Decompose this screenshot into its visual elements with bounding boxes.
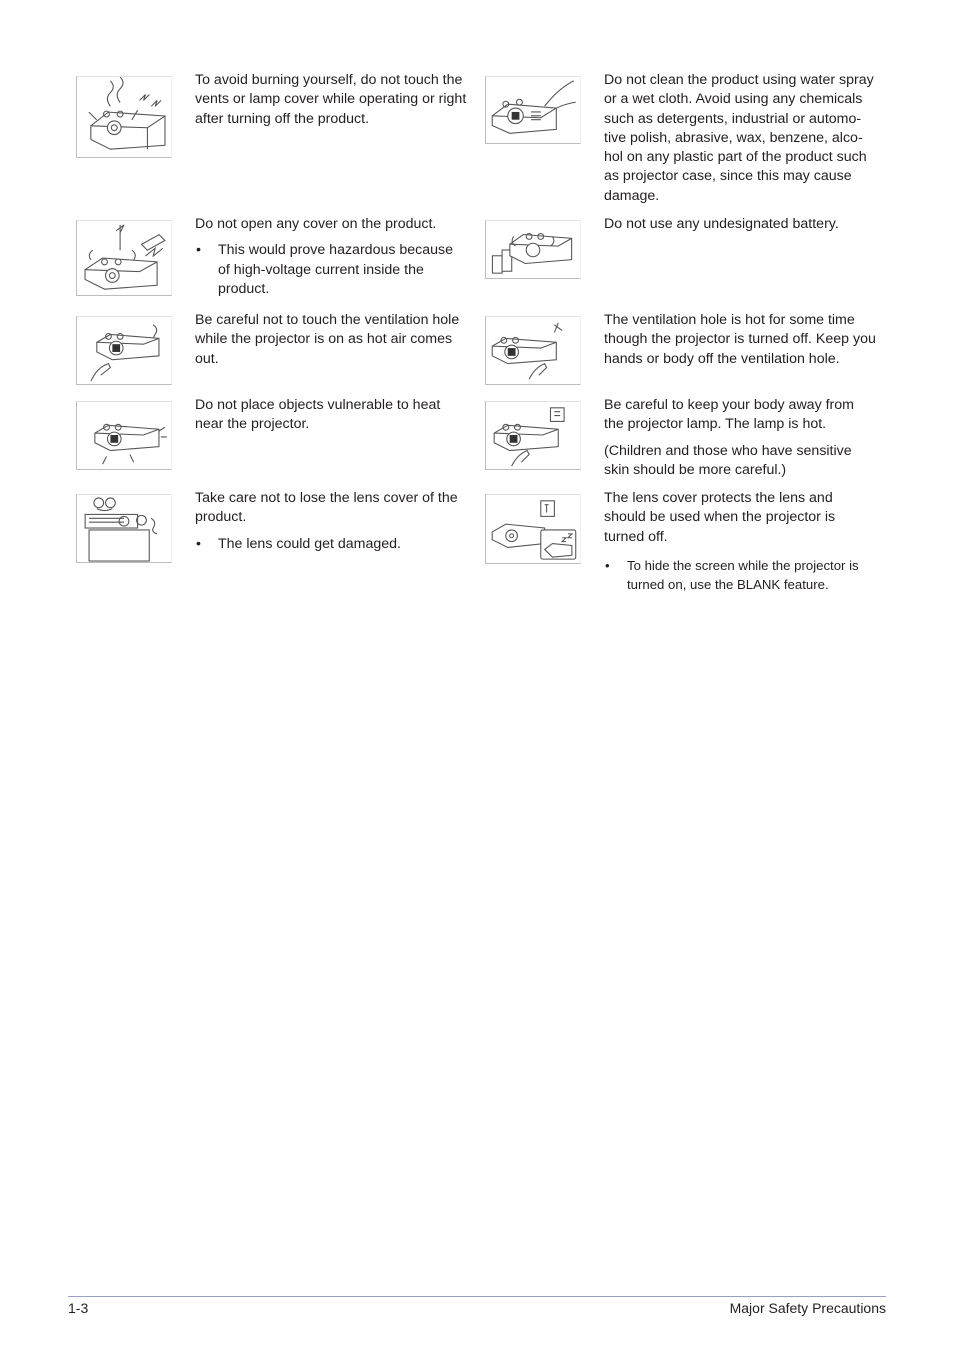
- precaution-text: [195, 215, 467, 306]
- precaution-text: [195, 71, 467, 136]
- vent-hot-after-off-icon: [485, 316, 581, 385]
- precaution-paragraph: Do not clean the product using water spray or a wet cloth. Avoid using any chemicals such as detergents, industrial or automo-tive polish, abrasive, wax, benzene, alco-hol on any plastic part of the product such as projector case, since this may cause damage.: [604, 72, 874, 204]
- open-cover-icon: [76, 220, 172, 296]
- lens-cover-lost-icon: [76, 494, 172, 563]
- precaution-bullet: • To hide the screen while the projector is turned on, use the BLANK feature.: [604, 556, 876, 594]
- precaution-bullet: • This would prove hazardous because of high-voltage current inside the product.: [195, 241, 467, 299]
- lens-cover-sleep-icon: [485, 494, 581, 564]
- precaution-paragraph: Take care not to lose the lens cover of the product.: [195, 490, 458, 526]
- precaution-paragraph: Be careful not to touch the ventilation hole while the projector is on as hot air comes out.: [195, 312, 460, 367]
- precaution-text: [604, 489, 876, 601]
- precaution-text: [604, 71, 876, 213]
- hot-air-vent-icon: [76, 316, 172, 385]
- section-title: Major Safety Precautions: [729, 1300, 886, 1316]
- precaution-paragraph: Do not place objects vulnerable to heat near the projector.: [195, 397, 441, 433]
- footer-divider: [68, 1296, 886, 1297]
- precaution-text: [195, 489, 467, 561]
- precaution-text: [604, 311, 876, 376]
- battery-icon: [485, 220, 581, 279]
- precaution-paragraph: Be careful to keep your body away from the projector lamp. The lamp is hot.: [604, 397, 854, 433]
- precaution-text: [604, 215, 876, 241]
- heat-sensitive-objects-icon: [76, 401, 172, 470]
- hot-lamp-icon: [485, 401, 581, 470]
- precaution-text: [604, 396, 876, 487]
- precaution-paragraph: The lens cover protects the lens and should be used when the projector is turned off.: [604, 490, 836, 545]
- precaution-paragraph: To avoid burning yourself, do not touch the vents or lamp cover while operating or right after turning off the product.: [195, 72, 467, 127]
- precaution-paragraph: Do not use any undesignated battery.: [604, 216, 839, 232]
- hot-vents-icon: [76, 76, 172, 158]
- precaution-text: [195, 396, 467, 442]
- cleaning-spray-icon: [485, 76, 581, 144]
- precaution-bullet: • The lens could get damaged.: [195, 535, 467, 554]
- precaution-paragraph: Do not open any cover on the product.: [195, 216, 437, 232]
- precaution-paragraph: The ventilation hole is hot for some time though the projector is turned off. Keep you hands or body off the ventilation hole.: [604, 312, 876, 367]
- page-number: 1-3: [68, 1300, 89, 1316]
- precaution-paragraph: (Children and those who have sensitive skin should be more careful.): [604, 442, 852, 478]
- precaution-text: [195, 311, 467, 376]
